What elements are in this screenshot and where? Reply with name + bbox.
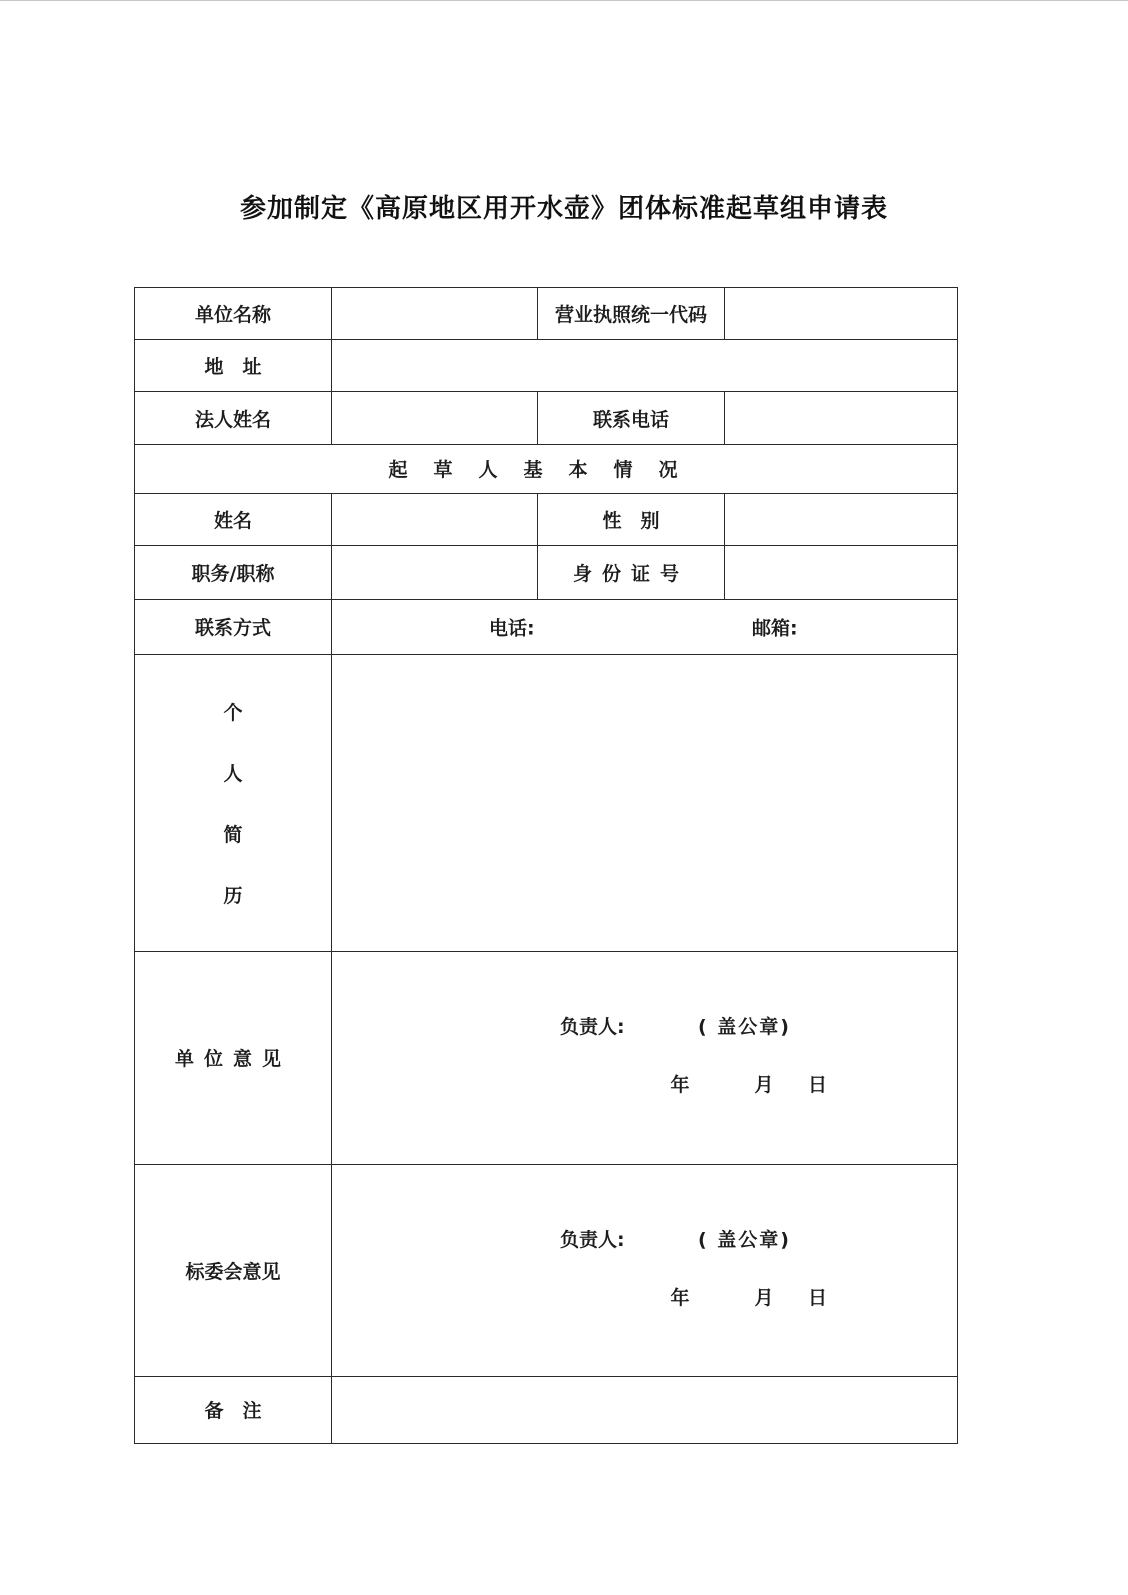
row-resume	[135, 654, 958, 951]
drafter-section-heading: 起草人基本情况	[135, 444, 958, 493]
row-unit-opinion	[135, 951, 958, 1164]
contact-method-field[interactable]	[332, 600, 958, 654]
address-label: 地 址	[135, 340, 332, 392]
committee-responsible-label: 负责人:	[560, 1228, 625, 1251]
unit-opinion-field[interactable]	[332, 951, 958, 1164]
legal-person-label: 法人姓名	[135, 392, 332, 444]
unit-year-label: 年	[670, 1073, 690, 1096]
committee-opinion-label: 标委会意见	[135, 1164, 332, 1376]
committee-day-label: 日	[808, 1286, 828, 1309]
committee-opinion-date	[640, 1283, 827, 1310]
resume-label-vertical	[135, 655, 331, 951]
row-remarks	[135, 1376, 958, 1443]
unit-seal-label: ( 盖公章)	[698, 1015, 791, 1038]
contact-line	[332, 600, 957, 653]
resume-char: 历	[223, 884, 243, 907]
unit-day-label: 日	[808, 1073, 828, 1096]
committee-opinion-box	[332, 1165, 957, 1376]
unit-name-label: 单位名称	[135, 288, 332, 340]
application-form-table	[134, 287, 958, 1444]
position-label: 职务/职称	[135, 546, 332, 600]
address-field[interactable]	[332, 340, 958, 392]
row-drafter-heading	[135, 444, 958, 493]
committee-month-label: 月	[754, 1286, 774, 1309]
contact-method-label: 联系方式	[135, 600, 332, 654]
license-code-label: 营业执照统一代码	[538, 288, 725, 340]
row-committee-opinion	[135, 1164, 958, 1376]
legal-person-field[interactable]	[332, 392, 538, 444]
remarks-label: 备 注	[135, 1376, 332, 1443]
row-drafter-name	[135, 493, 958, 545]
page-top-edge	[0, 0, 1128, 1]
resume-char: 个	[223, 701, 243, 724]
gender-label: 性 别	[538, 493, 725, 545]
row-position	[135, 546, 958, 600]
remarks-field[interactable]	[332, 1376, 958, 1443]
committee-opinion-field[interactable]	[332, 1164, 958, 1376]
unit-name-field[interactable]	[332, 288, 538, 340]
committee-year-label: 年	[670, 1286, 690, 1309]
resume-char: 简	[223, 823, 243, 846]
row-address	[135, 340, 958, 392]
position-field[interactable]	[332, 546, 538, 600]
resume-char: 人	[223, 762, 243, 785]
drafter-name-label: 姓名	[135, 493, 332, 545]
id-number-label: 身份证号	[538, 546, 725, 600]
phone-label: 电话:	[489, 617, 535, 640]
unit-opinion-label: 单位意见	[135, 951, 332, 1164]
gender-field[interactable]	[725, 493, 958, 545]
unit-month-label: 月	[754, 1073, 774, 1096]
license-code-field[interactable]	[725, 288, 958, 340]
unit-opinion-box	[332, 952, 957, 1164]
unit-responsible-label: 负责人:	[560, 1015, 625, 1038]
contact-phone-label: 联系电话	[538, 392, 725, 444]
form-title: 参加制定《高原地区用开水壶》团体标准起草组申请表	[239, 194, 888, 224]
email-label: 邮箱:	[752, 617, 798, 640]
row-unit-name	[135, 288, 958, 340]
committee-seal-label: ( 盖公章)	[698, 1228, 791, 1251]
row-legal-person	[135, 392, 958, 444]
unit-opinion-date	[640, 1070, 827, 1097]
id-number-field[interactable]	[725, 546, 958, 600]
resume-field[interactable]	[332, 654, 958, 951]
drafter-name-field[interactable]	[332, 493, 538, 545]
contact-phone-field[interactable]	[725, 392, 958, 444]
resume-label	[135, 654, 332, 951]
row-contact	[135, 600, 958, 654]
